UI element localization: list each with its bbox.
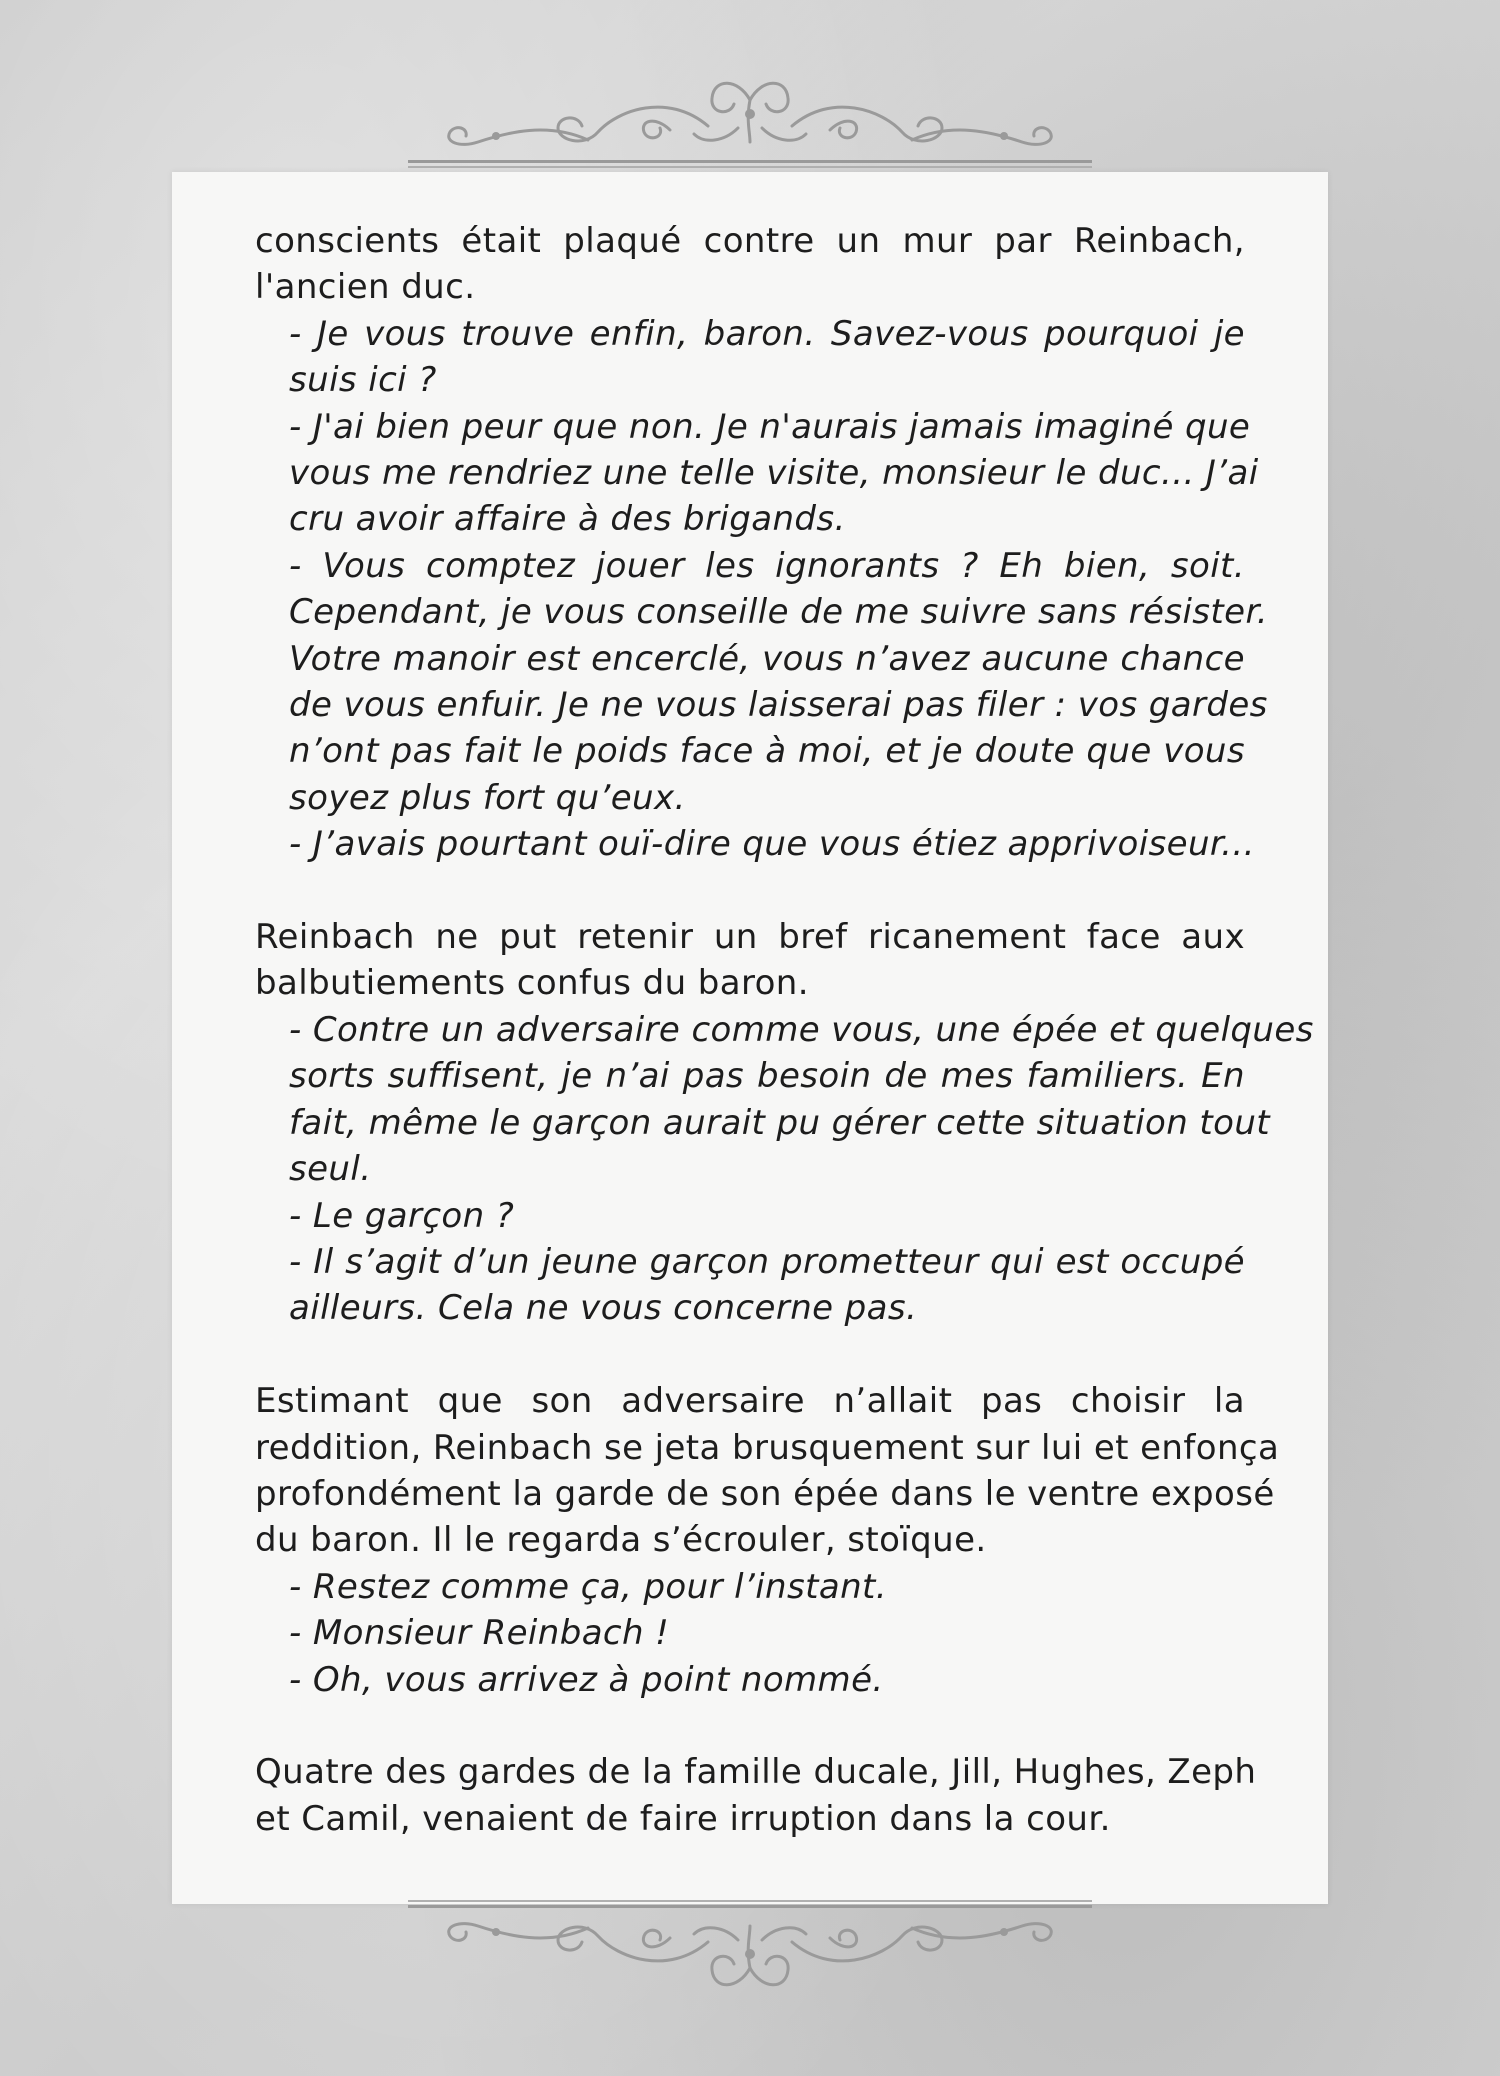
paragraph-gap	[255, 868, 1245, 914]
dialogue-line: vous me rendriez une telle visite, monsieur le duc... J’ai	[289, 453, 1259, 494]
dialogue-line: de vous enfuir. Je ne vous laisserai pas filer : vos gardes	[289, 685, 1268, 726]
dialogue-line: sorts suffisent, je n’ai pas besoin de mes familiers. En	[289, 1056, 1245, 1097]
dialogue-line: - Je vous trouve enfin, baron. Savez-vous pourquoi je	[289, 313, 1245, 354]
dialogue-line: - J’avais pourtant ouï-dire que vous étiez apprivoiseur...	[289, 824, 1255, 865]
narration-line: et Camil, venaient de faire irruption dans la cour.	[255, 1798, 1111, 1839]
bottom-flourish-ornament	[408, 1898, 1092, 1998]
dialogue-line: - Monsieur Reinbach !	[289, 1613, 670, 1654]
dialogue-line: - Restez comme ça, pour l’instant.	[289, 1566, 887, 1607]
narration-line: conscients était plaqué contre un mur par Reinbach,	[255, 221, 1245, 261]
dialogue-line: - J'ai bien peur que non. Je n'aurais jamais imaginé que	[289, 406, 1251, 447]
dialogue-line: soyez plus fort qu’eux.	[289, 777, 686, 818]
dialogue-line: ailleurs. Cela ne vous concerne pas.	[289, 1288, 918, 1329]
dialogue-line: seul.	[289, 1149, 372, 1190]
narration-line: balbutiements confus du baron.	[255, 963, 809, 1004]
narration-line: profondément la garde de son épée dans le ventre exposé	[255, 1473, 1275, 1514]
dialogue-line: - Oh, vous arrivez à point nommé.	[289, 1659, 884, 1700]
dialogue-line: fait, même le garçon aurait pu gérer cette situation tout	[289, 1102, 1271, 1143]
dialogue-line: Votre manoir est encerclé, vous n’avez aucune chance	[289, 638, 1245, 679]
dialogue-line: - Contre un adversaire comme vous, une épée et quelques	[289, 1009, 1314, 1050]
narration-line: Reinbach ne put retenir un bref ricanement face aux	[255, 917, 1245, 958]
dialogue-line: n’ont pas fait le poids face à moi, et je doute que vous	[289, 731, 1245, 772]
narration-line: l'ancien duc.	[255, 267, 476, 308]
narration-line: reddition, Reinbach se jeta brusquement sur lui et enfonça	[255, 1427, 1280, 1468]
paragraph-gap	[255, 1703, 1245, 1749]
story-text	[255, 218, 1314, 1842]
narration-line: Estimant que son adversaire n’allait pas choisir la	[255, 1381, 1245, 1422]
narration-line: Quatre des gardes de la famille ducale, Jill, Hughes, Zeph	[255, 1752, 1257, 1793]
dialogue-line: - Le garçon ?	[289, 1195, 515, 1236]
dialogue-line: Cependant, je vous conseille de me suivre sans résister.	[289, 592, 1268, 633]
paragraph-gap	[255, 1332, 1245, 1378]
dialogue-line: cru avoir affaire à des brigands.	[289, 499, 846, 540]
dialogue-line: - Il s’agit d’un jeune garçon prometteur qui est occupé	[289, 1241, 1245, 1282]
dialogue-line: - Vous comptez jouer les ignorants ? Eh bien, soit.	[289, 545, 1245, 586]
top-flourish-ornament	[408, 70, 1092, 170]
dialogue-line: suis ici ?	[289, 360, 437, 401]
narration-line: du baron. Il le regarda s’écrouler, stoïque.	[255, 1520, 987, 1561]
